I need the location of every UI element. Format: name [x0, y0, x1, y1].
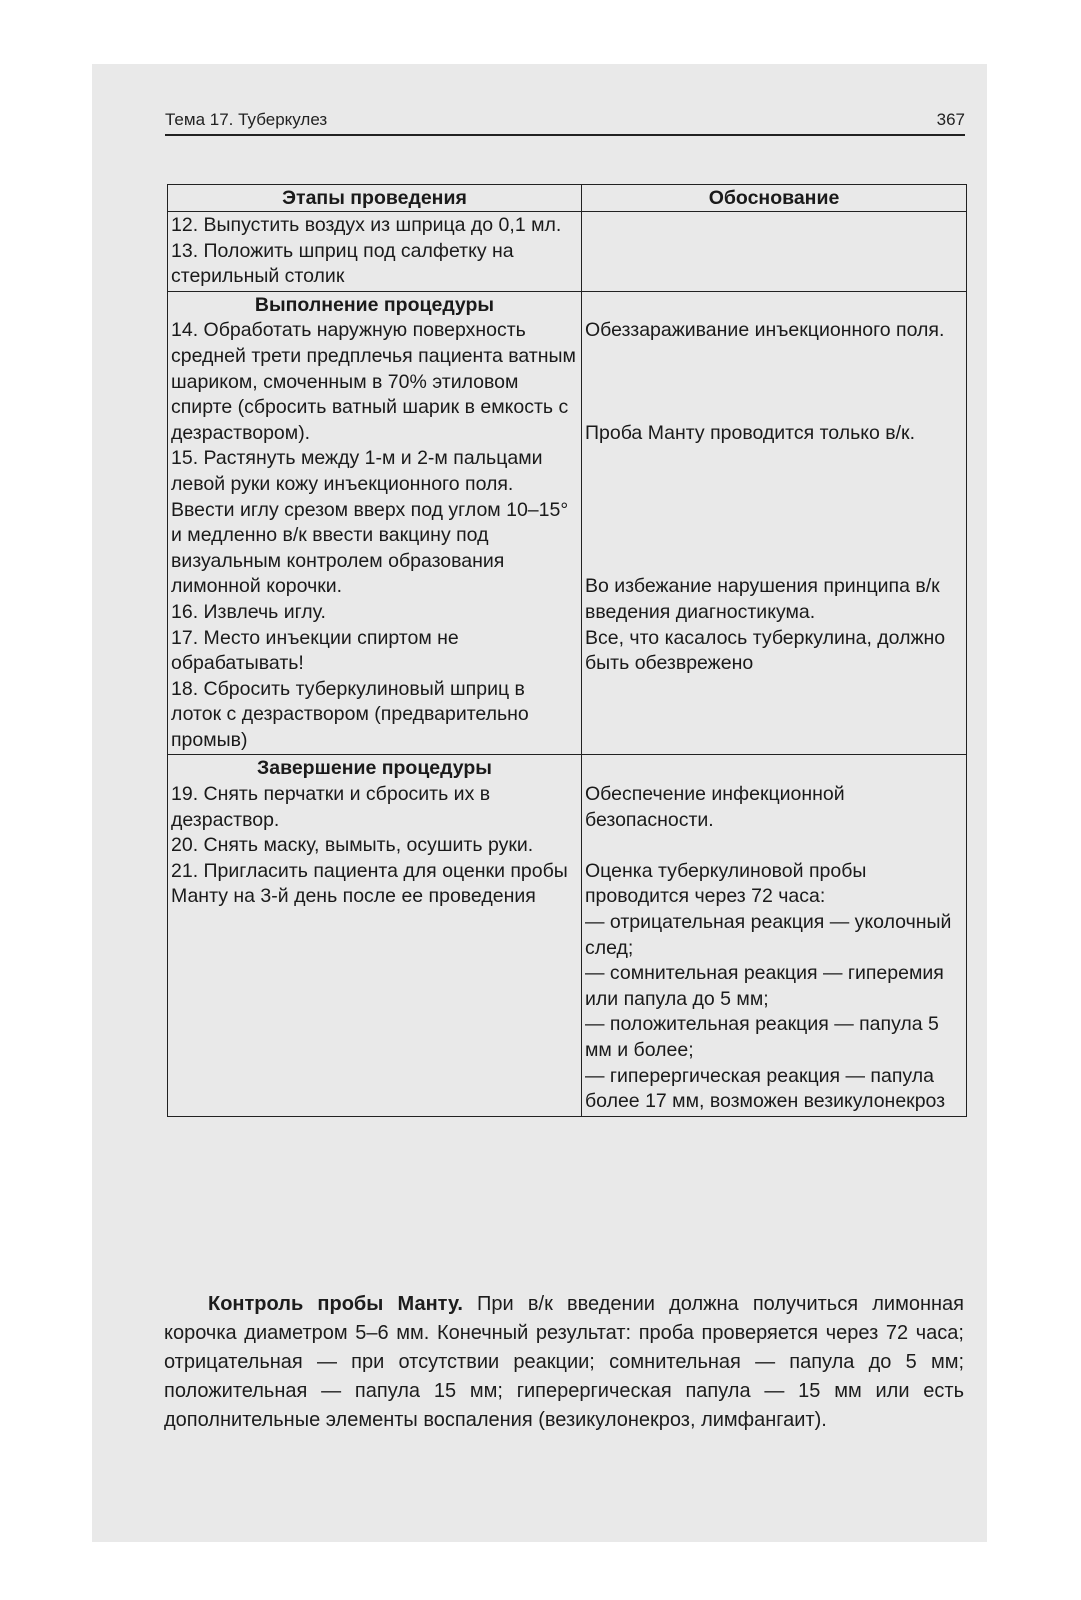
steps-cell [168, 212, 582, 292]
section-title-execution: Выполнение процедуры [254, 293, 495, 316]
section-title-completion: Завершение процедуры [257, 757, 492, 780]
table-row-preparation [168, 212, 967, 292]
justification-21: Оценка туберкулиновой пробы проводится через 72 часа: [585, 859, 867, 908]
header-title: Тема 17. Туберкулез [165, 110, 328, 129]
step-12: 12. Выпустить воздух из шприца до 0,1 мл. [171, 214, 562, 236]
justification-17: Во избежание нарушения принципа в/к введения диагностикума. [585, 575, 940, 623]
procedure-table [167, 184, 967, 1117]
step-16: 16. Извлечь иглу. [171, 600, 326, 623]
table-row-execution [168, 291, 967, 755]
step-20: 20. Снять маску, вымыть, осушить руки. [171, 834, 534, 857]
step-18: 18. Сбросить туберкулиновый шприц в лоток с дезраствором (предварительно промыв) [171, 677, 529, 751]
justification-cell [582, 291, 967, 755]
step-19: 19. Снять перчатки и сбросить их в дезраствор. [171, 783, 491, 831]
column-header-steps: Этапы проведения [168, 185, 582, 212]
running-header [165, 108, 965, 136]
step-21: 21. Пригласить пациента для оценки пробы Манту на 3-й день после ее проведения [171, 859, 568, 908]
page-number: 367 [936, 110, 965, 129]
step-13: 13. Положить шприц под салфетку на стерильный столик [171, 239, 514, 288]
table-header-row [168, 185, 967, 212]
justification-15: Проба Манту проводится только в/к. [585, 421, 916, 444]
column-header-justification: Обоснование [582, 185, 967, 212]
justification-18: Все, что касалось туберкулина, должно быть обезврежено [585, 626, 946, 675]
table-row-completion [168, 755, 967, 1116]
reaction-positive: — положительная реакция — папула 5 мм и более; [585, 1013, 939, 1061]
body-paragraph [164, 1290, 964, 1435]
justification-cell [582, 212, 967, 292]
justification-19: Обеспечение инфекционной безопасности. [585, 783, 845, 831]
paragraph-text: При в/к введении должна получиться лимонная корочка диаметром 5–6 мм. Конечный результат: проба проверяется через 72 часа; отрицательная — при отсутствии реакции; сомнительная — папула до 5 мм; положительная — папула 15 мм; гиперергическая папула — 15 мм или есть дополнительные элементы воспаления (везикулонекроз, лимфангаит). [164, 1293, 964, 1431]
steps-cell [168, 291, 582, 755]
reaction-negative: — отрицательная реакция — уколочный след; [585, 911, 952, 959]
reaction-doubtful: — сомнительная реакция — гиперемия или папула до 5 мм; [585, 962, 944, 1010]
paragraph-lead-in: Контроль пробы Манту. [208, 1293, 463, 1315]
steps-cell [168, 755, 582, 1116]
reaction-hyperergic: — гиперергическая реакция — папула более 17 мм, возможен везикулонекроз [585, 1064, 946, 1113]
step-17: 17. Место инъекции спиртом не обрабатывать! [171, 626, 459, 675]
step-14: 14. Обработать наружную поверхность средней трети предплечья пациента ватным шариком, смоченным в 70% этиловом спирте (сбросить ватный шарик в емкость с дезраствором). [171, 319, 576, 444]
justification-cell [582, 755, 967, 1116]
step-15: 15. Растянуть между 1-м и 2-м пальцами левой руки кожу инъекционного поля. Ввести иглу срезом вверх под углом 10–15° и медленно в/к ввести вакцину под визуальным контролем образования лимонной корочки. [171, 447, 569, 598]
justification-14: Обеззараживание инъекционного поля. [585, 319, 945, 342]
